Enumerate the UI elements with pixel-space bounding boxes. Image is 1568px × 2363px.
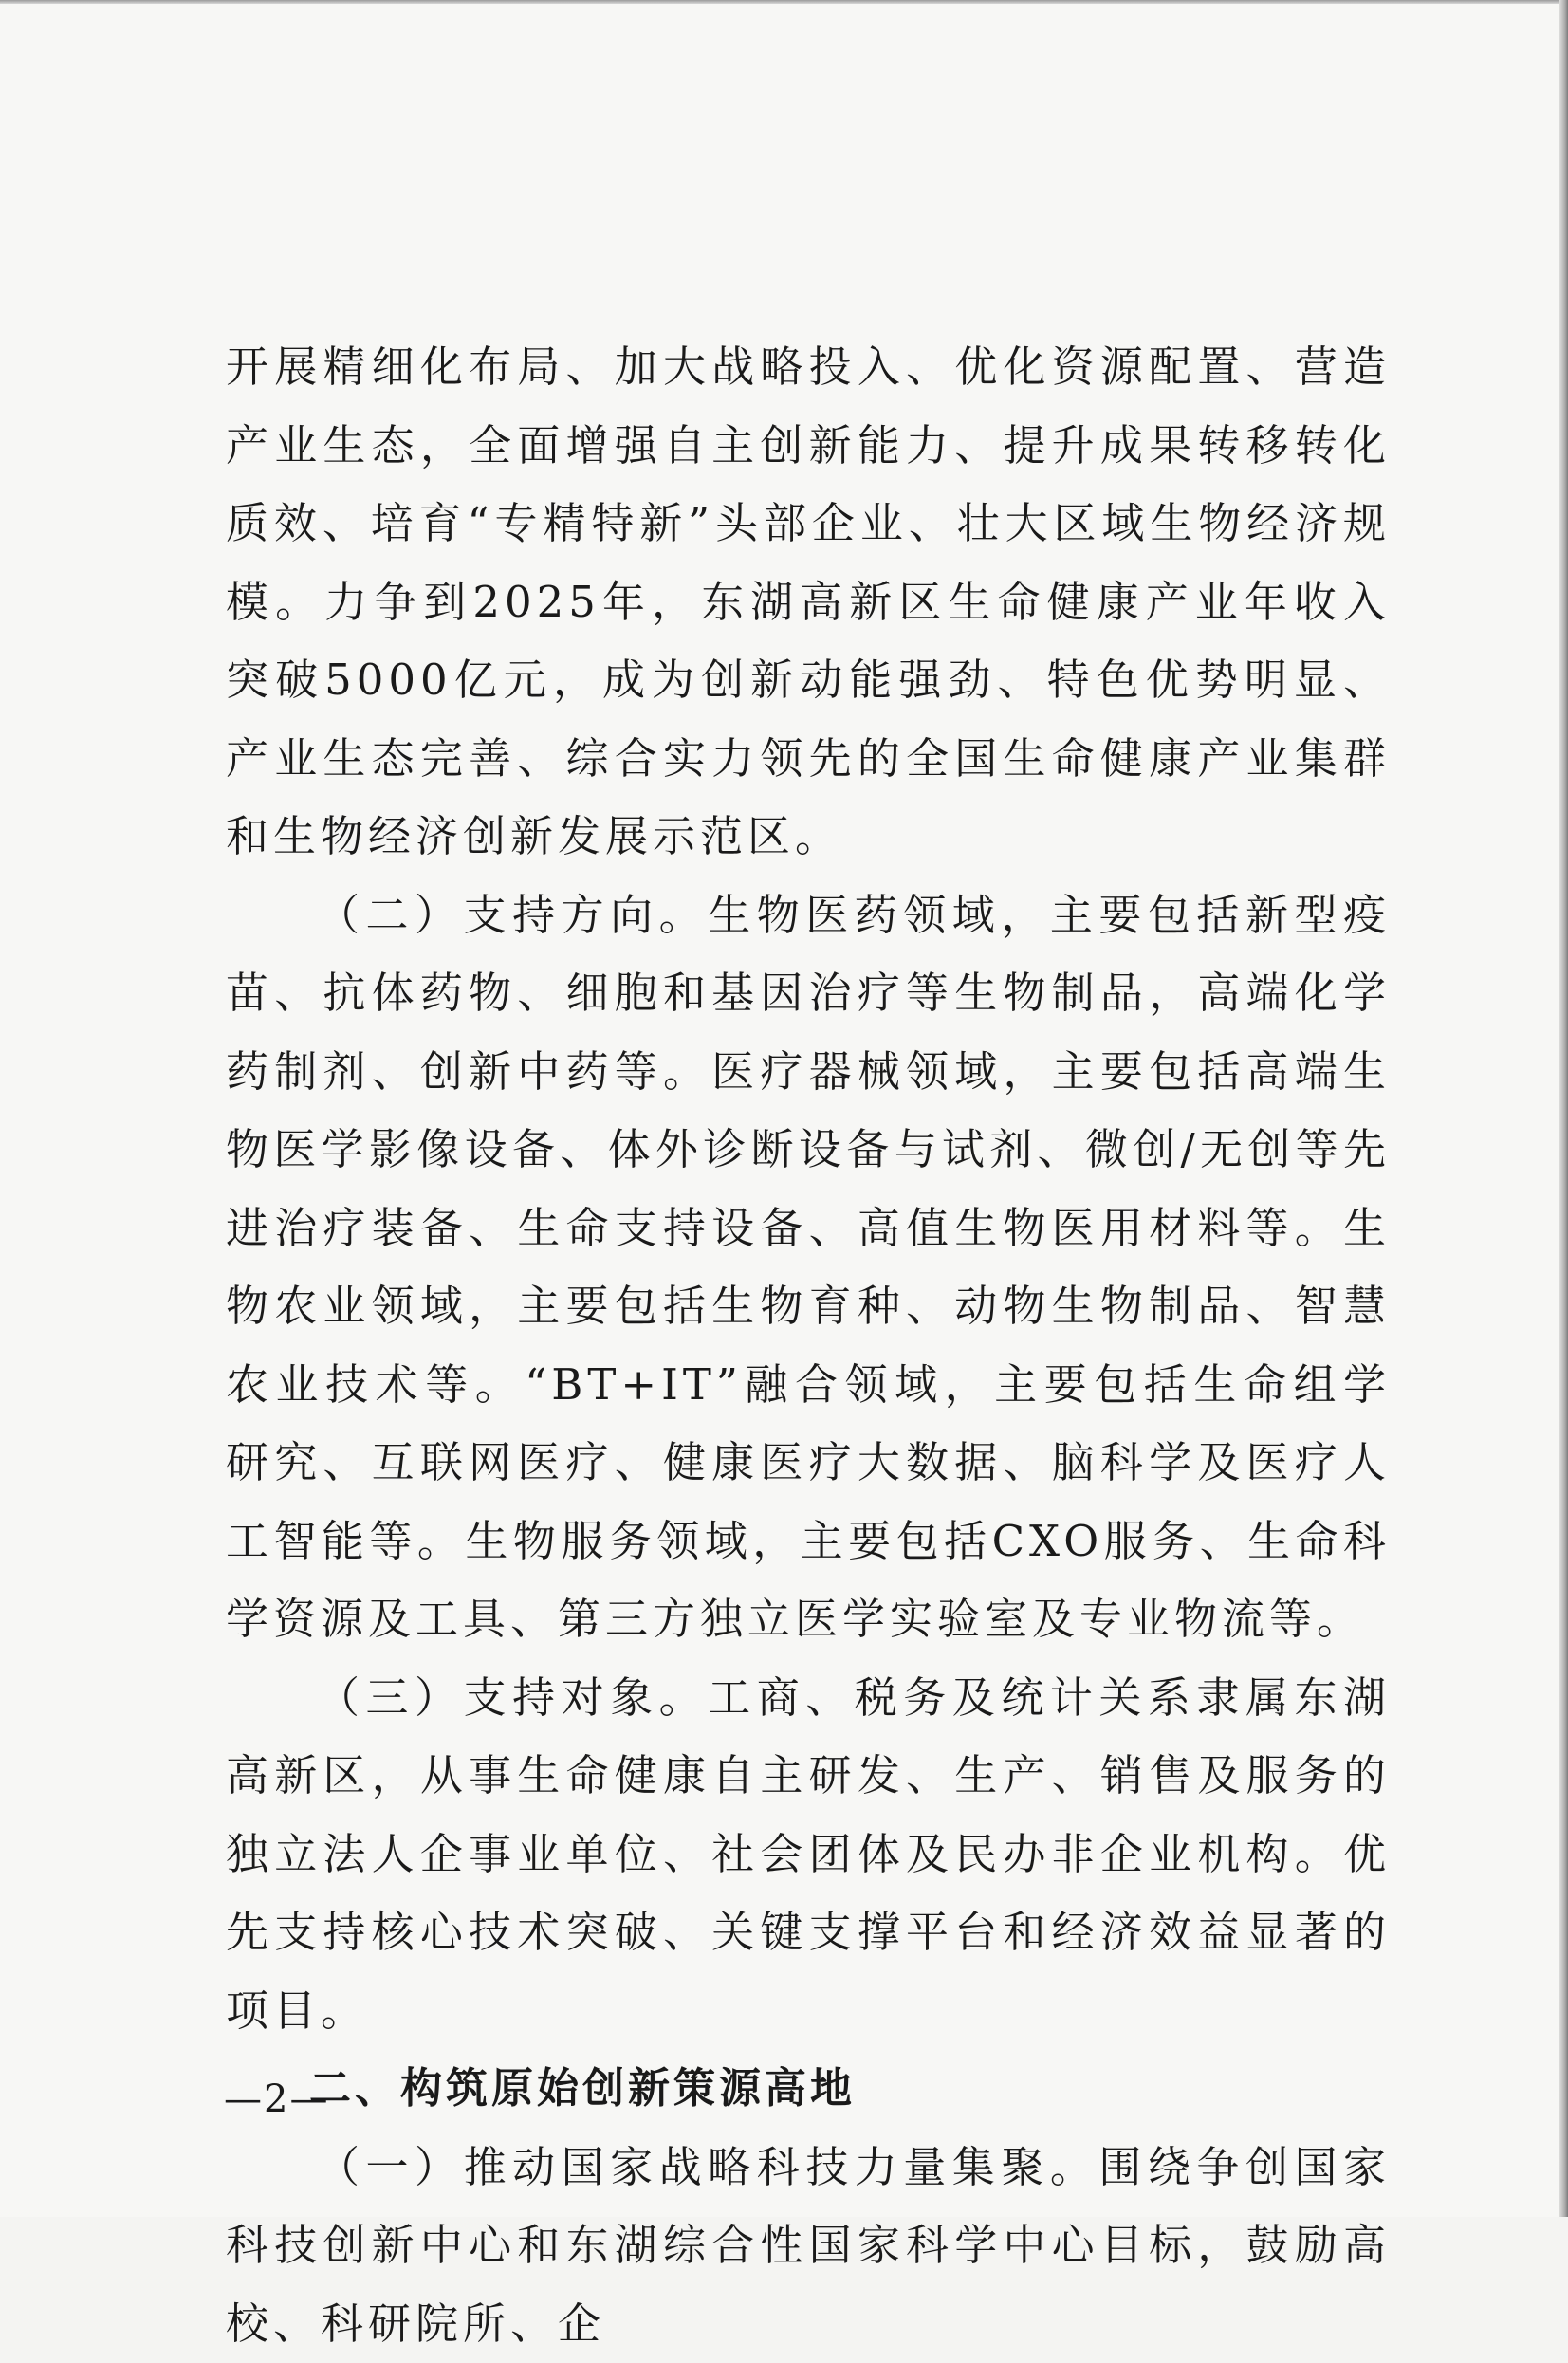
scan-right-edge — [1559, 0, 1568, 2217]
paragraph-national-strategy: （一）推动国家战略科技力量集聚。围绕争创国家科技创新中心和东湖综合性国家科学中心目标，鼓励高校、科研院所、企 — [226, 2129, 1391, 2363]
paragraph-support-targets: （三）支持对象。工商、税务及统计关系隶属东湖高新区，从事生命健康自主研发、生产、销售及服务的独立法人企事业单位、社会团体及民办非企业机构。优先支持核心技术突破、关键支撑平台和经济效益显著的项目。 — [226, 1659, 1391, 2051]
page-number: —2— — [224, 2077, 329, 2121]
paragraph-development-goal: 开展精细化布局、加大战略投入、优化资源配置、营造产业生态，全面增强自主创新能力、提升成果转移转化质效、培育“专精特新”头部企业、壮大区域生物经济规模。力争到2025年，东湖高新区生命健康产业年收入突破5000亿元，成为创新动能强劲、特色优势明显、产业生态完善、综合实力领先的全国生命健康产业集群和生物经济创新发展示范区。 — [226, 328, 1391, 877]
document-body — [226, 328, 1391, 2363]
section-heading: 二、构筑原始创新策源高地 — [226, 2050, 1391, 2129]
scan-top-edge — [0, 0, 1568, 4]
paragraph-support-direction: （二）支持方向。生物医药领域，主要包括新型疫苗、抗体药物、细胞和基因治疗等生物制品，高端化学药制剂、创新中药等。医疗器械领域，主要包括高端生物医学影像设备、体外诊断设备与试剂、微创/无创等先进治疗装备、生命支持设备、高值生物医用材料等。生物农业领域，主要包括生物育种、动物生物制品、智慧农业技术等。“BT+IT”融合领域，主要包括生命组学研究、互联网医疗、健康医疗大数据、脑科学及医疗人工智能等。生物服务领域，主要包括CXO服务、生命科学资源及工具、第三方独立医学实验室及专业物流等。 — [226, 877, 1391, 1659]
